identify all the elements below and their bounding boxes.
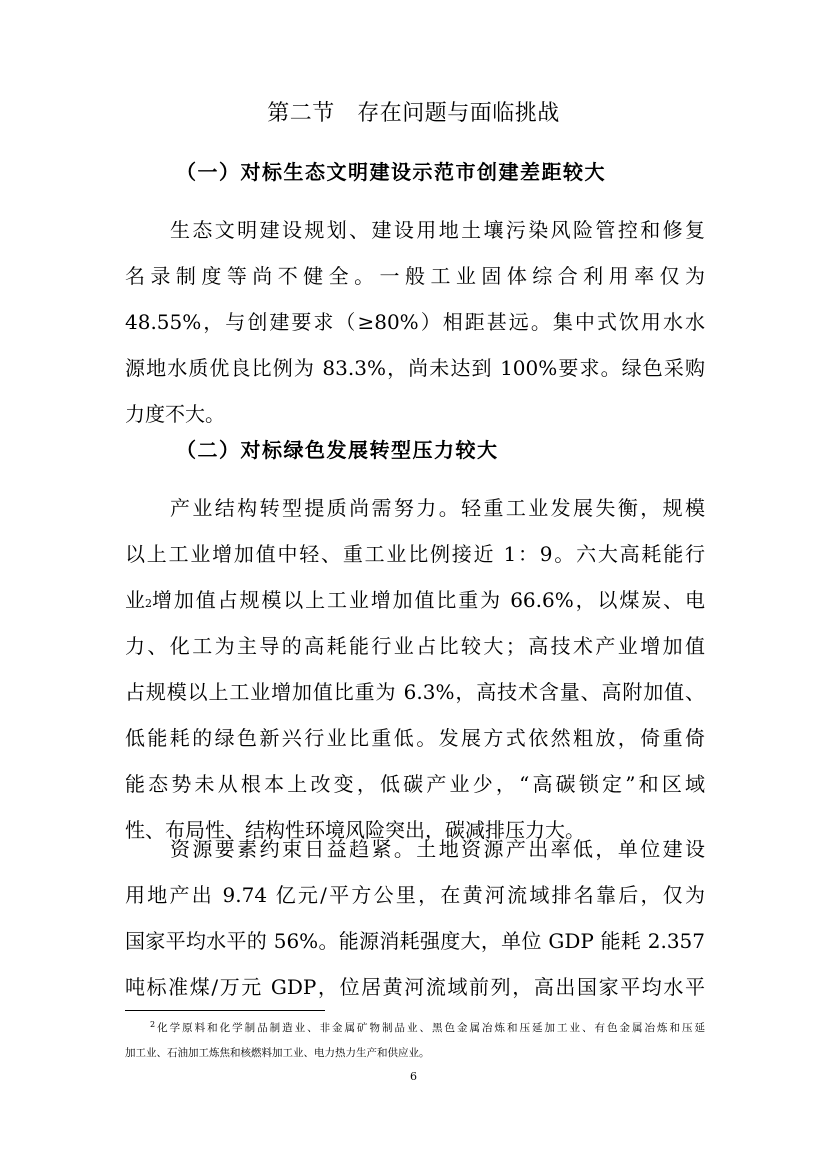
paragraph-1-line: 名录制度等尚不健全。一般工业固体综合利用率仅为 — [125, 264, 705, 288]
paragraph-2-line: 产业结构转型提质尚需努力。轻重工业发展失衡，规模 — [170, 496, 705, 520]
paragraph-2-line: 占规模以上工业增加值比重为 6.3%，高技术含量、高附加值、 — [125, 680, 705, 704]
page-number: 6 — [410, 1070, 417, 1083]
paragraph-2-line: 低能耗的绿色新兴行业比重低。发展方式依然粗放，倚重倚 — [125, 726, 705, 750]
heading-2: （二）对标绿色发展转型压力较大 — [176, 438, 499, 462]
paragraph-3-line: 用地产出 9.74 亿元/平方公里，在黄河流域排名靠后，仅为 — [125, 883, 705, 907]
section-title: 第二节 存在问题与面临挑战 — [267, 101, 560, 126]
paragraph-3-line: 吨标准煤/万元 GDP，位居黄河流域前列，高出国家平均水平 — [125, 975, 705, 999]
paragraph-3-line: 资源要素约束日益趋紧。土地资源产出率低，单位建设 — [170, 837, 705, 861]
paragraph-2-line-start: 业 — [125, 588, 145, 612]
paragraph-2-line: 力、化工为主导的高耗能行业占比较大；高技术产业增加值 — [125, 634, 705, 658]
paragraph-1-line: 48.55%，与创建要求（≥80%）相距甚远。集中式饮用水水 — [125, 310, 705, 334]
paragraph-2-line: 能态势未从根本上改变，低碳产业少，“高碳锁定”和区域 — [125, 772, 705, 796]
paragraph-2-line: 性、布局性、结构性环境风险突出，碳减排压力大。 — [125, 818, 585, 842]
footnote-line-1 — [150, 1016, 705, 1040]
paragraph-1-line: 生态文明建设规划、建设用地土壤污染风险管控和修复 — [170, 218, 705, 242]
footnote-mark: 2 — [150, 1020, 156, 1029]
footnote-line-2: 加工业、石油加工炼焦和核燃料加工业、电力热力生产和供应业。 — [125, 1047, 430, 1059]
paragraph-2-line-rest: 增加值占规模以上工业增加值比重为 66.6%，以煤炭、电 — [152, 588, 705, 612]
paragraph-3-line: 国家平均水平的 56%。能源消耗强度大，单位 GDP 能耗 2.357 — [125, 929, 705, 953]
paragraph-1-line: 力度不大。 — [125, 402, 225, 426]
paragraph-2-line: 以上工业增加值中轻、重工业比例接近 1：9。六大高耗能行 — [125, 542, 705, 566]
paragraph-2-line-with-footnote: 业 2 增加值占规模以上工业增加值比重为 66.6%，以煤炭、电 — [125, 577, 705, 623]
paragraph-1-line: 源地水质优良比例为 83.3%，尚未达到 100%要求。绿色采购 — [125, 356, 705, 380]
heading-1: （一）对标生态文明建设示范市创建差距较大 — [176, 160, 606, 184]
footnote-divider — [125, 1010, 325, 1011]
footnote-text-1: 化学原料和化学制品制造业、非金属矿物制品业、黑色金属冶炼和压延加工业、有色金属冶炼和压延 — [155, 1022, 705, 1034]
